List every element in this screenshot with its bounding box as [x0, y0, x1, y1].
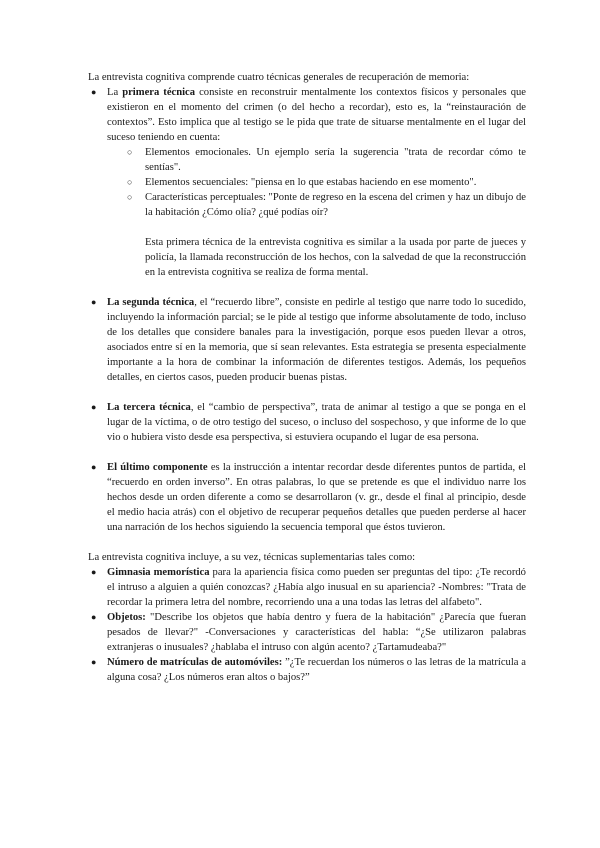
- supplementary-1: [88, 565, 526, 610]
- technique-1-sublist: [107, 145, 526, 220]
- techniques-list: [88, 85, 526, 535]
- document-body: [88, 70, 526, 685]
- technique-4-text: es la instrucción a intentar recordar desde diferentes puntos de partida, el “recuerdo en orden inverso”. En otras palabras, lo que se pretende es que el individuo narre los hechos desde un orden diferente a como se desarrollaron (v. gr., desde el final al principio, desde el medio hacia atrás) con el objetivo de recuperar pequeños detalles que pueden perderse al hacer una narración de los hechos siguiendo la secuencia temporal que éstos tuvieron.: [107, 462, 526, 533]
- supplementary-1-title: Gimnasia memorística: [107, 567, 210, 578]
- technique-1-note: Esta primera técnica de la entrevista cognitiva es similar a la usada por parte de jueces y policía, la llamada reconstrucción de los hechos, con la salvedad de que la reconstrucción en la entrevista cognitiva se realiza de forma mental.: [145, 237, 526, 278]
- supplementary-3: [88, 655, 526, 685]
- intro-paragraph: La entrevista cognitiva comprende cuatro técnicas generales de recuperación de memoria:: [88, 72, 470, 83]
- technique-1-text: consiste en reconstruir mentalmente los contextos físicos y personales que existieron en el momento del crimen (o del hecho a recordar), esto es, la “reinstauración de contextos”. Esto implica que al testigo se le pida que trate de situarse mentalmente en el lugar del suceso teniendo en cuenta:: [107, 87, 526, 143]
- circle-bullet-icon: ○: [127, 147, 133, 157]
- bullet-icon: ●: [91, 462, 97, 472]
- supplementary-2-text: "Describe los objetos que había dentro y fuera de la habitación" ¿Parecía que fueran pesados de llevar?" -Conversaciones y características del habla: “¿Se utilizaron palabras extranjeras o inusuales? ¿hablaba el intruso con algún acento? ¿Tartamudeaba?": [107, 612, 526, 653]
- supplementary-2-title: Objetos:: [107, 612, 146, 623]
- bullet-icon: ●: [91, 87, 97, 97]
- technique-2: [88, 295, 526, 385]
- supplementary-2: [88, 610, 526, 655]
- supplementary-1-text: para la apariencia física como pueden ser preguntas del tipo: ¿Te recordó el intruso a alguien a quién conozcas? ¿Había algo inusual en su apariencia? -Nombres: "Trata de recordar la primera letra del nombre, recorriendo una a una todas las letras del alfabeto".: [107, 567, 526, 608]
- technique-2-title: La segunda técnica: [107, 297, 195, 308]
- supplementary-3-text: ”¿Te recuerdan los números o las letras de la matrícula a alguna cosa? ¿Los números eran altos o bajos?”: [107, 657, 526, 683]
- supplementary-list: [88, 565, 526, 685]
- technique-4-title: El último componente: [107, 462, 208, 473]
- circle-bullet-icon: ○: [127, 177, 133, 187]
- circle-bullet-icon: ○: [127, 192, 133, 202]
- supplementary-3-title: Número de matrículas de automóviles:: [107, 657, 283, 668]
- technique-2-text: , el “recuerdo libre”, consiste en pedirle al testigo que narre todo lo sucedido, incluyendo la información parcial; se le pide al testigo que informe absolutamente de todo, incluso de los detalles que considere banales para la investigación, porque esos pueden llevar a otros, asociados entre sí en la memoria, que sí sean relevantes. Esta estrategia se presenta especialmente importante a la hora de combinar la información de diferentes testigos. Además, los pequeños detalles, en ciertos casos, pueden producir buenas pistas.: [107, 297, 526, 383]
- bullet-icon: ●: [91, 402, 97, 412]
- technique-1-title: primera técnica: [122, 87, 196, 98]
- bullet-icon: ●: [91, 297, 97, 307]
- technique-3-title: La tercera técnica: [107, 402, 191, 413]
- sub-item: ○ Elementos emocionales. Un ejemplo sería la sugerencia "trata de recordar cómo te sentías".: [127, 147, 526, 173]
- technique-1: ● La primera técnica consiste en reconstruir mentalmente los contextos físicos y personales que existieron en el momento del crimen (o del hecho a recordar), esto es, la “reinstauración de contextos”. Esto implica que al testigo se le pida que trate de situarse mentalmente en el lugar del suceso teniendo en cuenta: ○ Elementos emocionales. Un ejemplo sería la sugerencia "trata de recordar cómo te sentías". ○ Elementos secuenciales: "piensa en lo que estabas haciendo en ese momento". ○ Características perceptuales: "Ponte de regreso en la escena del crimen y haz un dibujo de la habitación ¿Cómo olía? ¿qué podías oír? Esta primera técnica de la entrevista cognitiva es similar a la usada por parte de jueces y policía, la llamada reconstrucción de los hechos, con la salvedad de que la reconstrucción en la entrevista cognitiva se realiza de forma mental.: [91, 87, 526, 278]
- sub-item: ○ Características perceptuales: "Ponte de regreso en la escena del crimen y haz un dibujo de la habitación ¿Cómo olía? ¿qué podías oír?: [127, 192, 526, 218]
- supplementary-intro: La entrevista cognitiva incluye, a su vez, técnicas suplementarias tales como:: [88, 552, 416, 563]
- technique-3-text: , el “cambio de perspectiva”, trata de animar al testigo a que se ponga en el lugar de la víctima, o de otro testigo del suceso, o incluso del sospechoso, y que informe de lo que vio o hubiera visto desde esa perspectiva, si estuviera ocupando el lugar de esa persona.: [107, 402, 526, 443]
- sub-item: ○ Elementos secuenciales: "piensa en lo que estabas haciendo en ese momento".: [127, 177, 477, 188]
- technique-4: [88, 460, 526, 535]
- bullet-icon: ●: [91, 657, 97, 667]
- technique-3: [88, 400, 526, 445]
- bullet-icon: ●: [91, 567, 97, 577]
- bullet-icon: ●: [91, 612, 97, 622]
